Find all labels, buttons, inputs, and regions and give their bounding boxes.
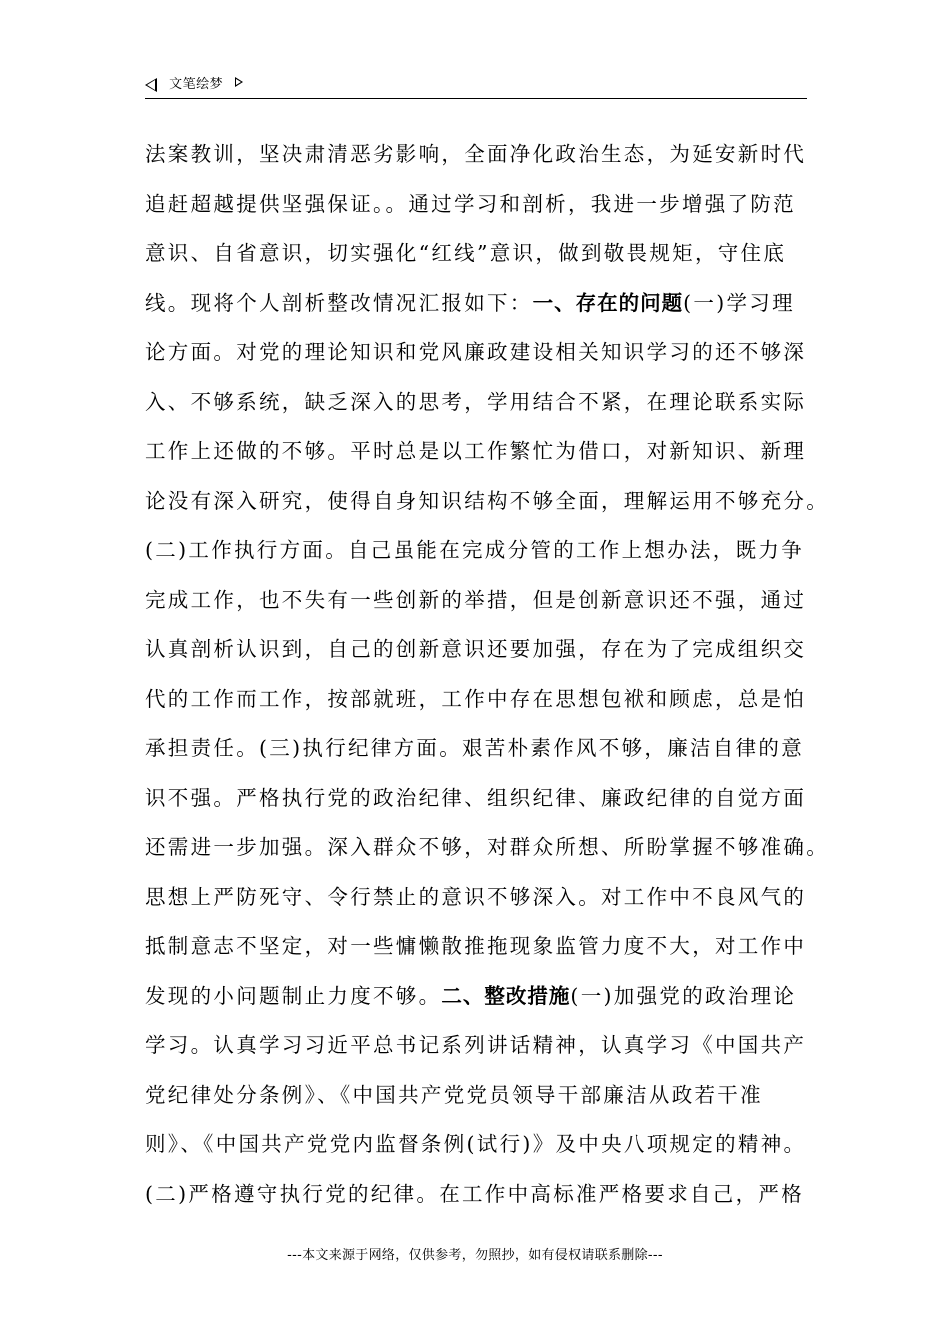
page-header: [145, 74, 807, 99]
line-text: 党纪律处分条例》、《中国共产党党员领导干部廉洁从政若干准: [145, 1082, 763, 1107]
line-text: 认真剖析认识到，自己的创新意识还要加强，存在为了完成组织交: [145, 637, 807, 661]
line-text: (二)工作执行方面。自己虽能在完成分管的工作上想办法，既力争: [145, 538, 804, 562]
paragraph-line: [145, 922, 809, 972]
line-text: 工作上还做的不够。平时总是以工作繁忙为借口，对新知识、新理: [145, 439, 807, 463]
paragraph-line: [145, 427, 809, 477]
paragraph-line: [145, 180, 809, 230]
line-text: 还需进一步加强。深入群众不够，对群众所想、所盼掌握不够准确。: [145, 835, 829, 859]
document-body: [145, 130, 829, 1219]
line-text: 入、不够系统，缺乏深入的思考，学用结合不紧，在理论联系实际: [145, 389, 807, 414]
line-text: 抵制意志不坚定，对一些慵懒散推拖现象监管力度不大，对工作中: [145, 934, 807, 958]
line-text-tail: (一)学习理: [683, 290, 795, 315]
paragraph-line: [145, 1071, 809, 1121]
footer-disclaimer: ---本文来源于网络，仅供参考，勿照抄，如有侵权请联系删除---: [287, 1248, 663, 1263]
paragraph-line: [145, 675, 809, 725]
line-text: (二)严格遵守执行党的纪律。在工作中高标准严格要求自己，严格: [145, 1181, 804, 1206]
section-heading: 二、整改措施: [441, 983, 571, 1008]
paragraph-line: [145, 1021, 809, 1071]
line-text: 追赶超越提供坚强保证。。通过学习和剖析，我进一步增强了防范: [145, 191, 796, 216]
line-text: 线。现将个人剖析整改情况汇报如下：: [145, 290, 533, 315]
right-triangle-icon: [235, 77, 243, 87]
paragraph-line: [145, 1120, 809, 1170]
line-text: 思想上严防死守、令行禁止的意识不够深入。对工作中不良风气的: [145, 884, 807, 909]
paragraph-line: [145, 130, 809, 180]
paragraph-line: [145, 229, 809, 279]
paragraph-line: [145, 774, 809, 824]
line-text: 论方面。对党的理论知识和党风廉政建设相关知识学习的还不够深: [145, 340, 807, 364]
paragraph-line: [145, 279, 809, 329]
paragraph-line: [145, 576, 809, 626]
line-text-tail: (一)加强党的政治理论: [570, 983, 797, 1008]
line-text: 则》、《中国共产党党内监督条例(试行)》及中央八项规定的精神。: [145, 1132, 807, 1156]
left-triangle-icon: [145, 78, 157, 92]
section-heading: 一、存在的问题: [532, 290, 684, 315]
paragraph-line: [145, 873, 809, 923]
paragraph-line: [145, 724, 809, 774]
line-text: 学习。认真学习习近平总书记系列讲话精神，认真学习《中国共产: [145, 1033, 807, 1057]
paragraph-line: [145, 625, 809, 675]
header-brand: 文笔绘梦: [169, 77, 224, 92]
paragraph-line: [145, 1170, 809, 1220]
paragraph-line: [145, 477, 829, 527]
paragraph-line: [145, 526, 809, 576]
paragraph-line: [145, 972, 809, 1022]
line-text: 识不强。严格执行党的政治纪律、组织纪律、廉政纪律的自觉方面: [145, 785, 807, 810]
line-text: 法案教训，坚决肃清恶劣影响，全面净化政治生态，为延安新时代: [145, 142, 807, 166]
line-text: 代的工作而工作，按部就班，工作中存在思想包袱和顾虑，总是怕: [145, 686, 807, 711]
paragraph-line: [145, 328, 809, 378]
paragraph-line: [145, 823, 829, 873]
line-text: 完成工作，也不失有一些创新的举措，但是创新意识还不强，通过: [145, 587, 807, 612]
line-text: 意识、自省意识，切实强化“红线”意识，做到敬畏规矩，守住底: [145, 241, 787, 265]
line-text: 发现的小问题制止力度不够。: [145, 983, 442, 1008]
line-text: 承担责任。(三)执行纪律方面。艰苦朴素作风不够，廉洁自律的意: [145, 736, 804, 760]
paragraph-line: [145, 378, 809, 428]
line-text: 论没有深入研究，使得自身知识结构不够全面，理解运用不够充分。: [145, 488, 829, 513]
